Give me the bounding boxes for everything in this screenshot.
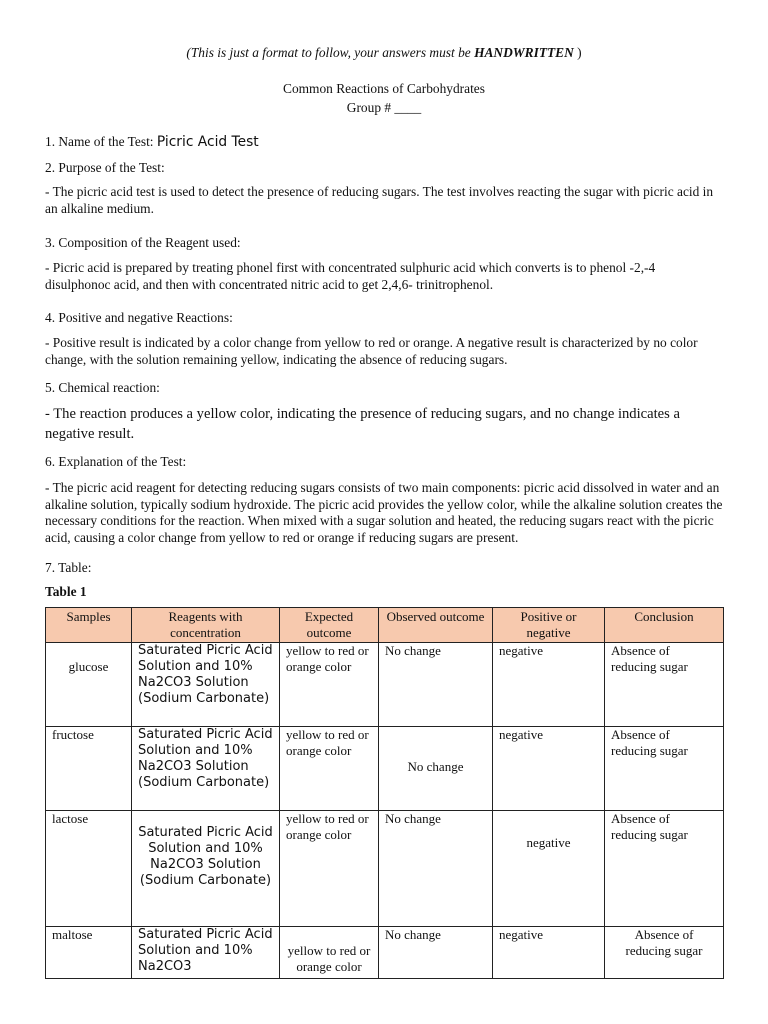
- header-reagents: Reagents with concentration: [132, 608, 280, 643]
- cell-result: negative: [493, 727, 605, 811]
- cell-conclusion: Absence of reducing sugar: [605, 643, 724, 727]
- header-expected: Expected outcome: [280, 608, 379, 643]
- cell-sample: lactose: [46, 811, 132, 927]
- cell-expected: yellow to red or orange color: [280, 811, 379, 927]
- reactions-text: - Positive result is indicated by a color change from yellow to red or orange. A negative result is characterized by no color change, with the solution remaining yellow, indicating the absence of reducing sugars.: [45, 335, 698, 367]
- header-conclusion: Conclusion: [605, 608, 724, 643]
- test-name-value: Picric Acid Test: [156, 134, 259, 150]
- reactions-label: 4. Positive and negative Reactions:: [45, 310, 233, 325]
- header-observed: Observed outcome: [379, 608, 493, 643]
- cell-result: negative: [493, 811, 605, 927]
- cell-expected: yellow to red or orange color: [280, 643, 379, 727]
- cell-reagent: Saturated Picric Acid Solution and 10% Na2CO3: [132, 927, 280, 979]
- cell-sample: glucose: [46, 643, 132, 727]
- table-row: [46, 811, 724, 927]
- table-row: [46, 727, 724, 811]
- cell-observed: No change: [379, 811, 493, 927]
- cell-observed: No change: [379, 927, 493, 979]
- cell-sample: fructose: [46, 727, 132, 811]
- header-result: Positive or negative: [493, 608, 605, 643]
- cell-expected: yellow to red or orange color: [280, 927, 379, 979]
- cell-reagent: Saturated Picric Acid Solution and 10% Na2CO3 Solution (Sodium Carbonate): [132, 727, 280, 811]
- cell-conclusion: Absence of reducing sugar: [605, 927, 724, 979]
- document-title: Common Reactions of Carbohydrates: [283, 81, 485, 96]
- table-caption: Table 1: [45, 584, 87, 599]
- purpose-label: 2. Purpose of the Test:: [45, 160, 165, 175]
- composition-label: 3. Composition of the Reagent used:: [45, 235, 241, 250]
- cell-conclusion: Absence of reducing sugar: [605, 727, 724, 811]
- cell-reagent: Saturated Picric Acid Solution and 10% Na2CO3 Solution (Sodium Carbonate): [132, 643, 280, 727]
- purpose-text: - The picric acid test is used to detect the presence of reducing sugars. The test involves reacting the sugar with picric acid in an alkaline medium.: [45, 184, 714, 216]
- test-name-label: 1. Name of the Test:: [45, 134, 157, 149]
- cell-result: negative: [493, 927, 605, 979]
- composition-text: - Picric acid is prepared by treating phonel first with concentrated sulphuric acid which converts is to phenol -2,-4 disulphonoc acid, and then with concentrated nitric acid to get 2,4,6- trinitrophenol.: [45, 260, 656, 292]
- header-samples: Samples: [46, 608, 132, 643]
- test-name-line: [45, 134, 259, 151]
- table-row: [46, 927, 724, 979]
- cell-sample: maltose: [46, 927, 132, 979]
- group-number: Group # ____: [346, 100, 422, 115]
- chemical-reaction-label: 5. Chemical reaction:: [45, 380, 160, 395]
- explanation-label: 6. Explanation of the Test:: [45, 454, 187, 469]
- format-note: [45, 45, 723, 62]
- chemical-reaction-text: - The reaction produces a yellow color, indicating the presence of reducing sugars, and no change indicates a negative result.: [45, 406, 680, 442]
- table-header-row: [46, 608, 724, 643]
- results-table: [45, 607, 724, 979]
- cell-reagent: Saturated Picric Acid Solution and 10% Na2CO3 Solution (Sodium Carbonate): [132, 811, 280, 927]
- table-section-label: 7. Table:: [45, 560, 92, 575]
- cell-result: negative: [493, 643, 605, 727]
- cell-expected: yellow to red or orange color: [280, 727, 379, 811]
- format-note-emphasis: HANDWRITTEN: [474, 45, 574, 60]
- cell-conclusion: Absence of reducing sugar: [605, 811, 724, 927]
- table-row: [46, 643, 724, 727]
- cell-observed: No change: [379, 643, 493, 727]
- explanation-text: - The picric acid reagent for detecting reducing sugars consists of two main components: picric acid dissolved in water and an alkaline solution, typically sodium hydroxide. The picric acid provides the yellow color, while the alkaline solution creates the necessary conditions for the reaction. When mixed with a sugar solution and heated, the reducing sugars react with the picric acid, causing a color change from yellow to red or orange if reducing sugars are present.: [45, 480, 723, 545]
- cell-observed: No change: [379, 727, 493, 811]
- format-note-suffix: ): [573, 45, 582, 60]
- format-note-prefix: (This is just a format to follow, your answers must be: [186, 45, 475, 60]
